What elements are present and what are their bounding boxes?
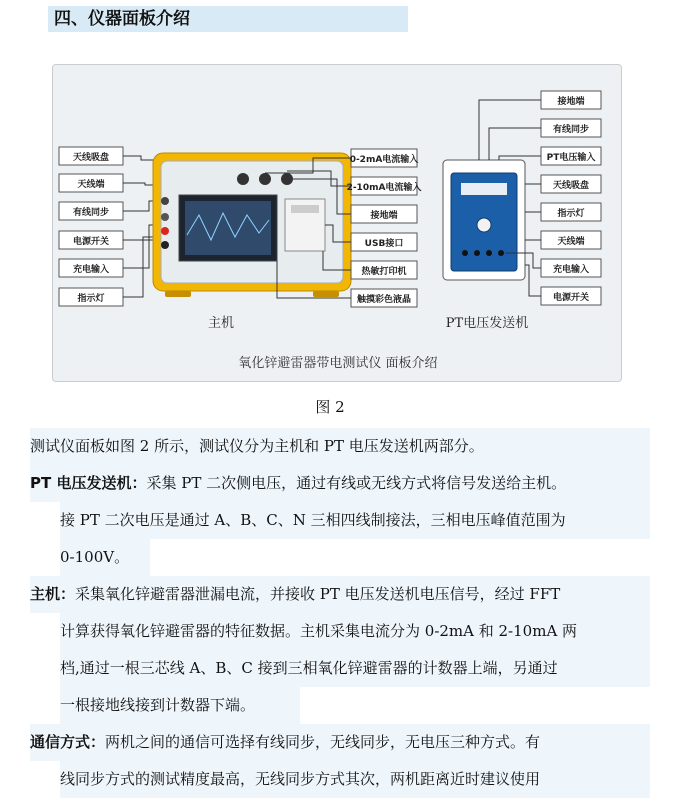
middle-label-4: USB接口 <box>364 239 404 249</box>
left-label-2: 天线端 <box>77 180 105 190</box>
paragraph-pt-line3: 0-100V。 <box>60 539 150 576</box>
pt-heading: PT 电压发送机： <box>30 474 147 492</box>
paragraph-comm-line1 <box>30 724 650 761</box>
middle-label-6: 触摸彩色液晶 <box>356 295 412 305</box>
paragraph-host-line2: 计算获得氧化锌避雷器的特征数据。主机采集电流分为 0-2mA 和 2-10mA 两 <box>60 613 650 650</box>
left-label-1: 天线吸盘 <box>72 153 110 163</box>
right-label-1: 接地端 <box>557 97 585 107</box>
host-device <box>153 153 351 297</box>
right-label-8: 电源开关 <box>552 293 590 303</box>
right-label-6: 天线端 <box>557 237 585 247</box>
right-label-3: PT电压输入 <box>546 153 596 163</box>
paragraph-host-line3: 档,通过一根三芯线 A、B、C 接到三相氧化锌避雷器的计数器上端，另通过 <box>60 650 650 687</box>
right-label-4: 天线吸盘 <box>552 181 590 191</box>
pt-text-1: 采集 PT 二次侧电压，通过有线或无线方式将信号发送给主机。 <box>146 474 567 492</box>
left-label-4: 电源开关 <box>72 237 110 247</box>
comm-heading: 通信方式： <box>30 733 106 751</box>
panel-figure <box>52 64 622 382</box>
middle-label-2: 2-10mA电流输入 <box>346 183 422 193</box>
section-heading: 四、仪器面板介绍 <box>48 6 408 32</box>
host-label: 主机 <box>207 316 235 331</box>
pt-transmitter-label: PT电压发送机 <box>445 316 529 331</box>
middle-label-boxes <box>351 149 417 307</box>
pt-transmitter-device <box>443 160 525 280</box>
paragraph-intro: 测试仪面板如图 2 所示，测试仪分为主机和 PT 电压发送机两部分。 <box>30 428 650 465</box>
host-text-1: 采集氧化锌避雷器泄漏电流，并接收 PT 电压发送机电压信号，经过 FFT <box>75 585 561 603</box>
panel-diagram <box>53 65 622 382</box>
figure-number: 图 2 <box>315 398 345 416</box>
figure-inner-caption: 氧化锌避雷器带电测试仪 面板介绍 <box>238 356 438 371</box>
host-heading: 主机： <box>30 585 76 603</box>
paragraph-pt-line2: 接 PT 二次电压是通过 A、B、C、N 三相四线制接法，三相电压峰值范围为 <box>60 502 650 539</box>
left-label-3: 有线同步 <box>72 208 110 218</box>
middle-label-3: 接地端 <box>370 211 398 221</box>
paragraph-host-line1 <box>30 576 650 613</box>
left-label-6: 指示灯 <box>77 294 105 304</box>
paragraph-host-line4: 一根接地线接到计数器下端。 <box>60 687 300 724</box>
right-label-5: 指示灯 <box>557 209 585 219</box>
left-label-boxes <box>59 147 123 306</box>
paragraph-comm-line2: 线同步方式的测试精度最高，无线同步方式其次，两机距离近时建议使用 <box>60 761 650 798</box>
right-label-7: 充电输入 <box>552 265 590 275</box>
right-label-2: 有线同步 <box>552 125 590 135</box>
middle-label-1: 0-2mA电流输入 <box>349 155 419 165</box>
left-label-5: 充电输入 <box>72 265 110 275</box>
middle-label-5: 热敏打印机 <box>361 267 407 277</box>
comm-text-1: 两机之间的通信可选择有线同步，无线同步，无电压三种方式。有 <box>105 733 541 751</box>
paragraph-pt-line1 <box>30 465 650 502</box>
